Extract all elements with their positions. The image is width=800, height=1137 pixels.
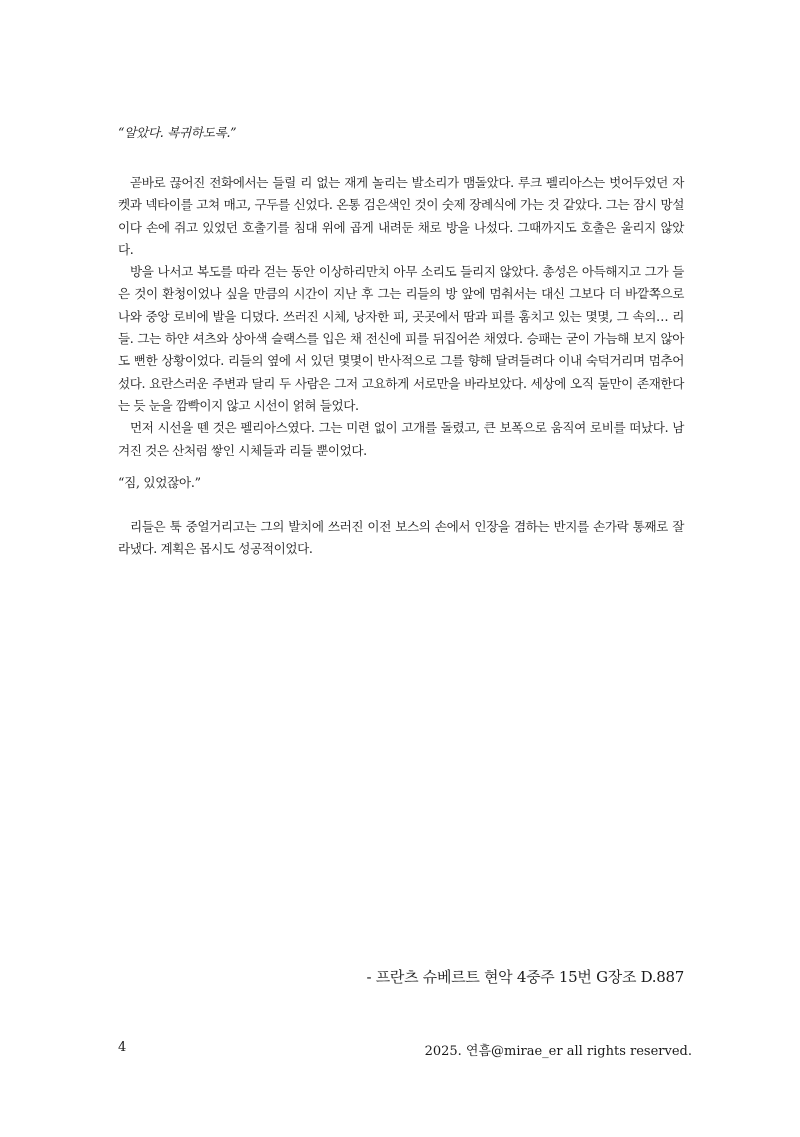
closing-paragraph-block — [118, 516, 684, 561]
music-reference: - 프란츠 슈베르트 현악 4중주 15번 G장조 D.887 — [366, 968, 684, 986]
paragraph-ring: 리들은 툭 중얼거리고는 그의 발치에 쓰러진 이전 보스의 손에서 인장을 겸하는 반지를 손가락 통째로 잘라냈다. 계획은 몹시도 성공적이었다. — [118, 519, 684, 557]
paragraph-lobby: 방을 나서고 복도를 따라 걷는 동안 이상하리만치 아무 소리도 들리지 않았다. 총성은 아득해지고 그가 들은 것이 환청이었나 싶을 만큼의 시간이 지난 후 그는 리들의 방 앞에 멈춰서는 대신 그보다 더 바깥쪽으로 나와 중앙 로비에 발을 디뎠다. 쓰러진 시체, 낭자한 피, 곳곳에서 땀과 피를 훔치고 있는 몇몇, 그 속의… 리들. 그는 하얀 셔츠와 상아색 슬랙스를 입은 채 전신에 피를 뒤집어쓴 채였다. 승패는 굳이 가늠해 보지 않아도 뻔한 상황이었다. 리들의 옆에 서 있던 몇몇이 반사적으로 그를 향해 달려들려다 이내 숙덕거리며 멈추어 섰다. 요란스러운 주변과 달리 두 사람은 그저 고요하게 서로만을 바라보았다. 세상에 오직 둘만이 존재한다는 듯 눈을 깜빡이지 않고 시선이 얽혀 들었다. — [118, 264, 684, 413]
page-number: 4 — [118, 1040, 127, 1055]
main-paragraphs — [118, 172, 684, 462]
second-quote: “짐, 있었잖아.” — [118, 475, 201, 490]
paragraph-phone-call: 곧바로 끊어진 전화에서는 들릴 리 없는 재게 놀리는 발소리가 맴돌았다. 루크 펠리아스는 벗어두었던 자켓과 넥타이를 고쳐 매고, 구두를 신었다. 온통 검은색인 것이 숫제 장례식에 가는 것 같았다. 그는 잠시 망설이다 손에 쥐고 있었던 호출기를 침대 위에 곱게 내려둔 채로 방을 나섰다. 그때까지도 호출은 울리지 않았다. — [118, 175, 684, 257]
copyright-notice: 2025. 연흠@mirae_er all rights reserved. — [424, 1044, 692, 1059]
opening-quote: “알았다. 복귀하도록.” — [118, 125, 237, 140]
paragraph-departure: 먼저 시선을 뗀 것은 펠리아스였다. 그는 미련 없이 고개를 돌렸고, 큰 보폭으로 움직여 로비를 떠났다. 남겨진 것은 산처럼 쌓인 시체들과 리들 뿐이었다. — [118, 420, 684, 458]
